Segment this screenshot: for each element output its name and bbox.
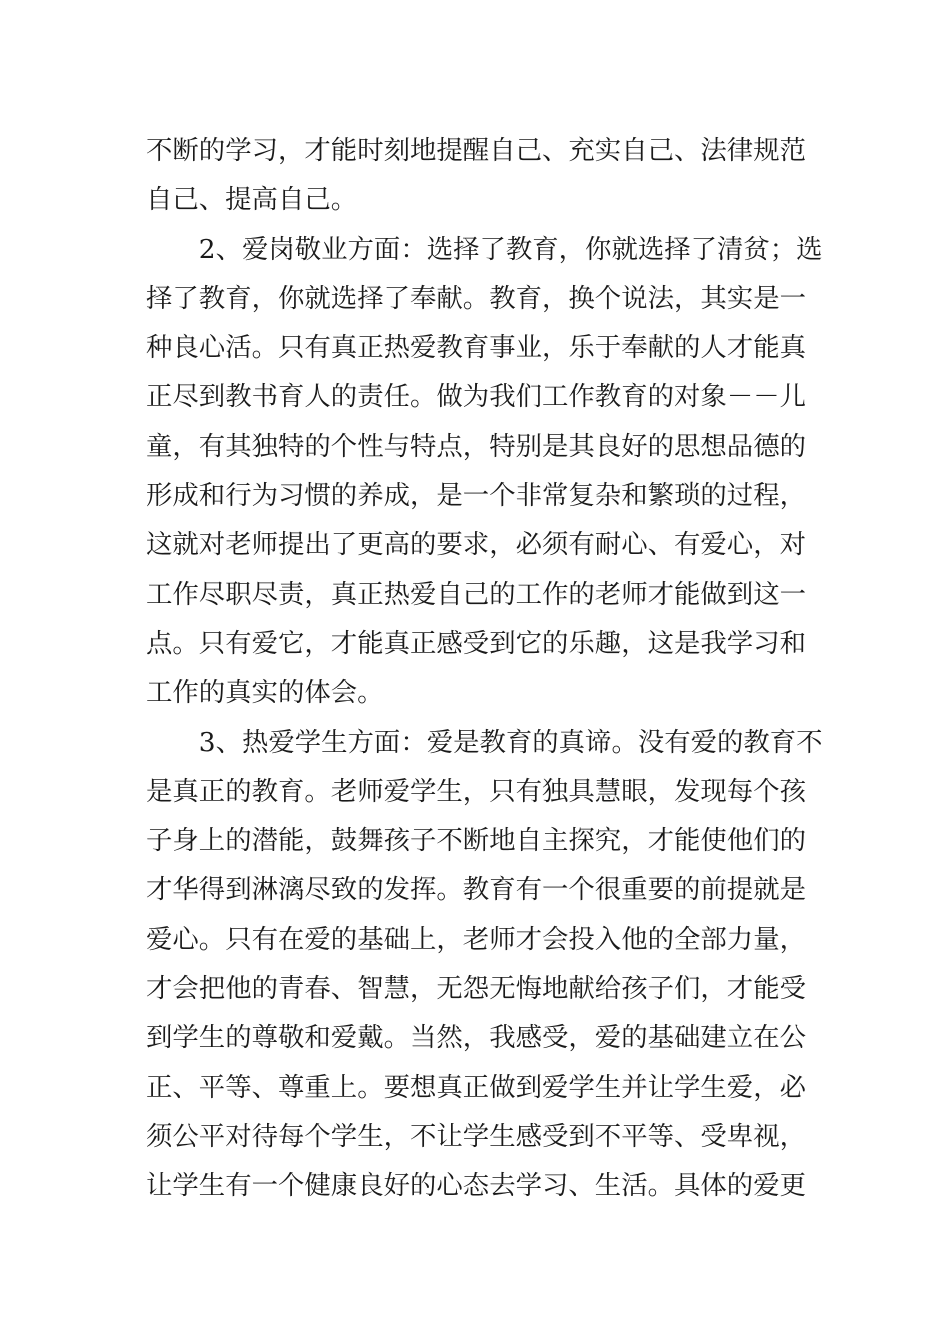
paragraph-continued bbox=[146, 126, 806, 225]
text-line: 童，有其独特的个性与特点，特别是其良好的思想品德的 bbox=[146, 430, 806, 462]
paragraph-dedication bbox=[146, 225, 823, 718]
text-line: 3、热爱学生方面：爱是教育的真谛。没有爱的教育不 bbox=[198, 726, 823, 758]
text-line: 是真正的教育。老师爱学生，只有独具慧眼，发现每个孩 bbox=[146, 775, 806, 807]
text-line: 让学生有一个健康良好的心态去学习、生活。具体的爱更 bbox=[146, 1170, 806, 1202]
text-line: 爱心。只有在爱的基础上，老师才会投入他的全部力量， bbox=[146, 923, 806, 955]
document-body bbox=[146, 126, 823, 1211]
text-line: 工作的真实的体会。 bbox=[146, 677, 384, 709]
text-line: 须公平对待每个学生，不让学生感受到不平等、受卑视， bbox=[146, 1120, 806, 1152]
text-line: 子身上的潜能，鼓舞孩子不断地自主探究，才能使他们的 bbox=[146, 825, 806, 857]
text-line: 不断的学习，才能时刻地提醒自己、充实自己、法律规范 bbox=[146, 135, 806, 166]
text-line: 这就对老师提出了更高的要求，必须有耐心、有爱心，对 bbox=[146, 529, 806, 561]
text-line: 正尽到教书育人的责任。做为我们工作教育的对象－－儿 bbox=[146, 381, 806, 413]
text-line: 才会把他的青春、智慧，无怨无悔地献给孩子们，才能受 bbox=[146, 973, 806, 1005]
text-line: 2、爱岗敬业方面：选择了教育，你就选择了清贫；选 bbox=[198, 233, 823, 265]
text-line: 工作尽职尽责，真正热爱自己的工作的老师才能做到这一 bbox=[146, 578, 806, 610]
text-line: 点。只有爱它，才能真正感受到它的乐趣，这是我学习和 bbox=[146, 627, 806, 659]
text-line: 形成和行为习惯的养成，是一个非常复杂和繁琐的过程， bbox=[146, 480, 806, 512]
paragraph-love-students bbox=[146, 718, 823, 1211]
text-line: 才华得到淋漓尽致的发挥。教育有一个很重要的前提就是 bbox=[146, 874, 806, 906]
text-line: 正、平等、尊重上。要想真正做到爱学生并让学生爱，必 bbox=[146, 1071, 806, 1103]
text-line: 到学生的尊敬和爱戴。当然，我感受，爱的基础建立在公 bbox=[146, 1022, 806, 1054]
text-line: 自己、提高自己。 bbox=[146, 184, 358, 216]
text-line: 择了教育，你就选择了奉献。教育，换个说法，其实是一 bbox=[146, 282, 806, 314]
text-line: 种良心活。只有真正热爱教育事业，乐于奉献的人才能真 bbox=[146, 332, 806, 364]
